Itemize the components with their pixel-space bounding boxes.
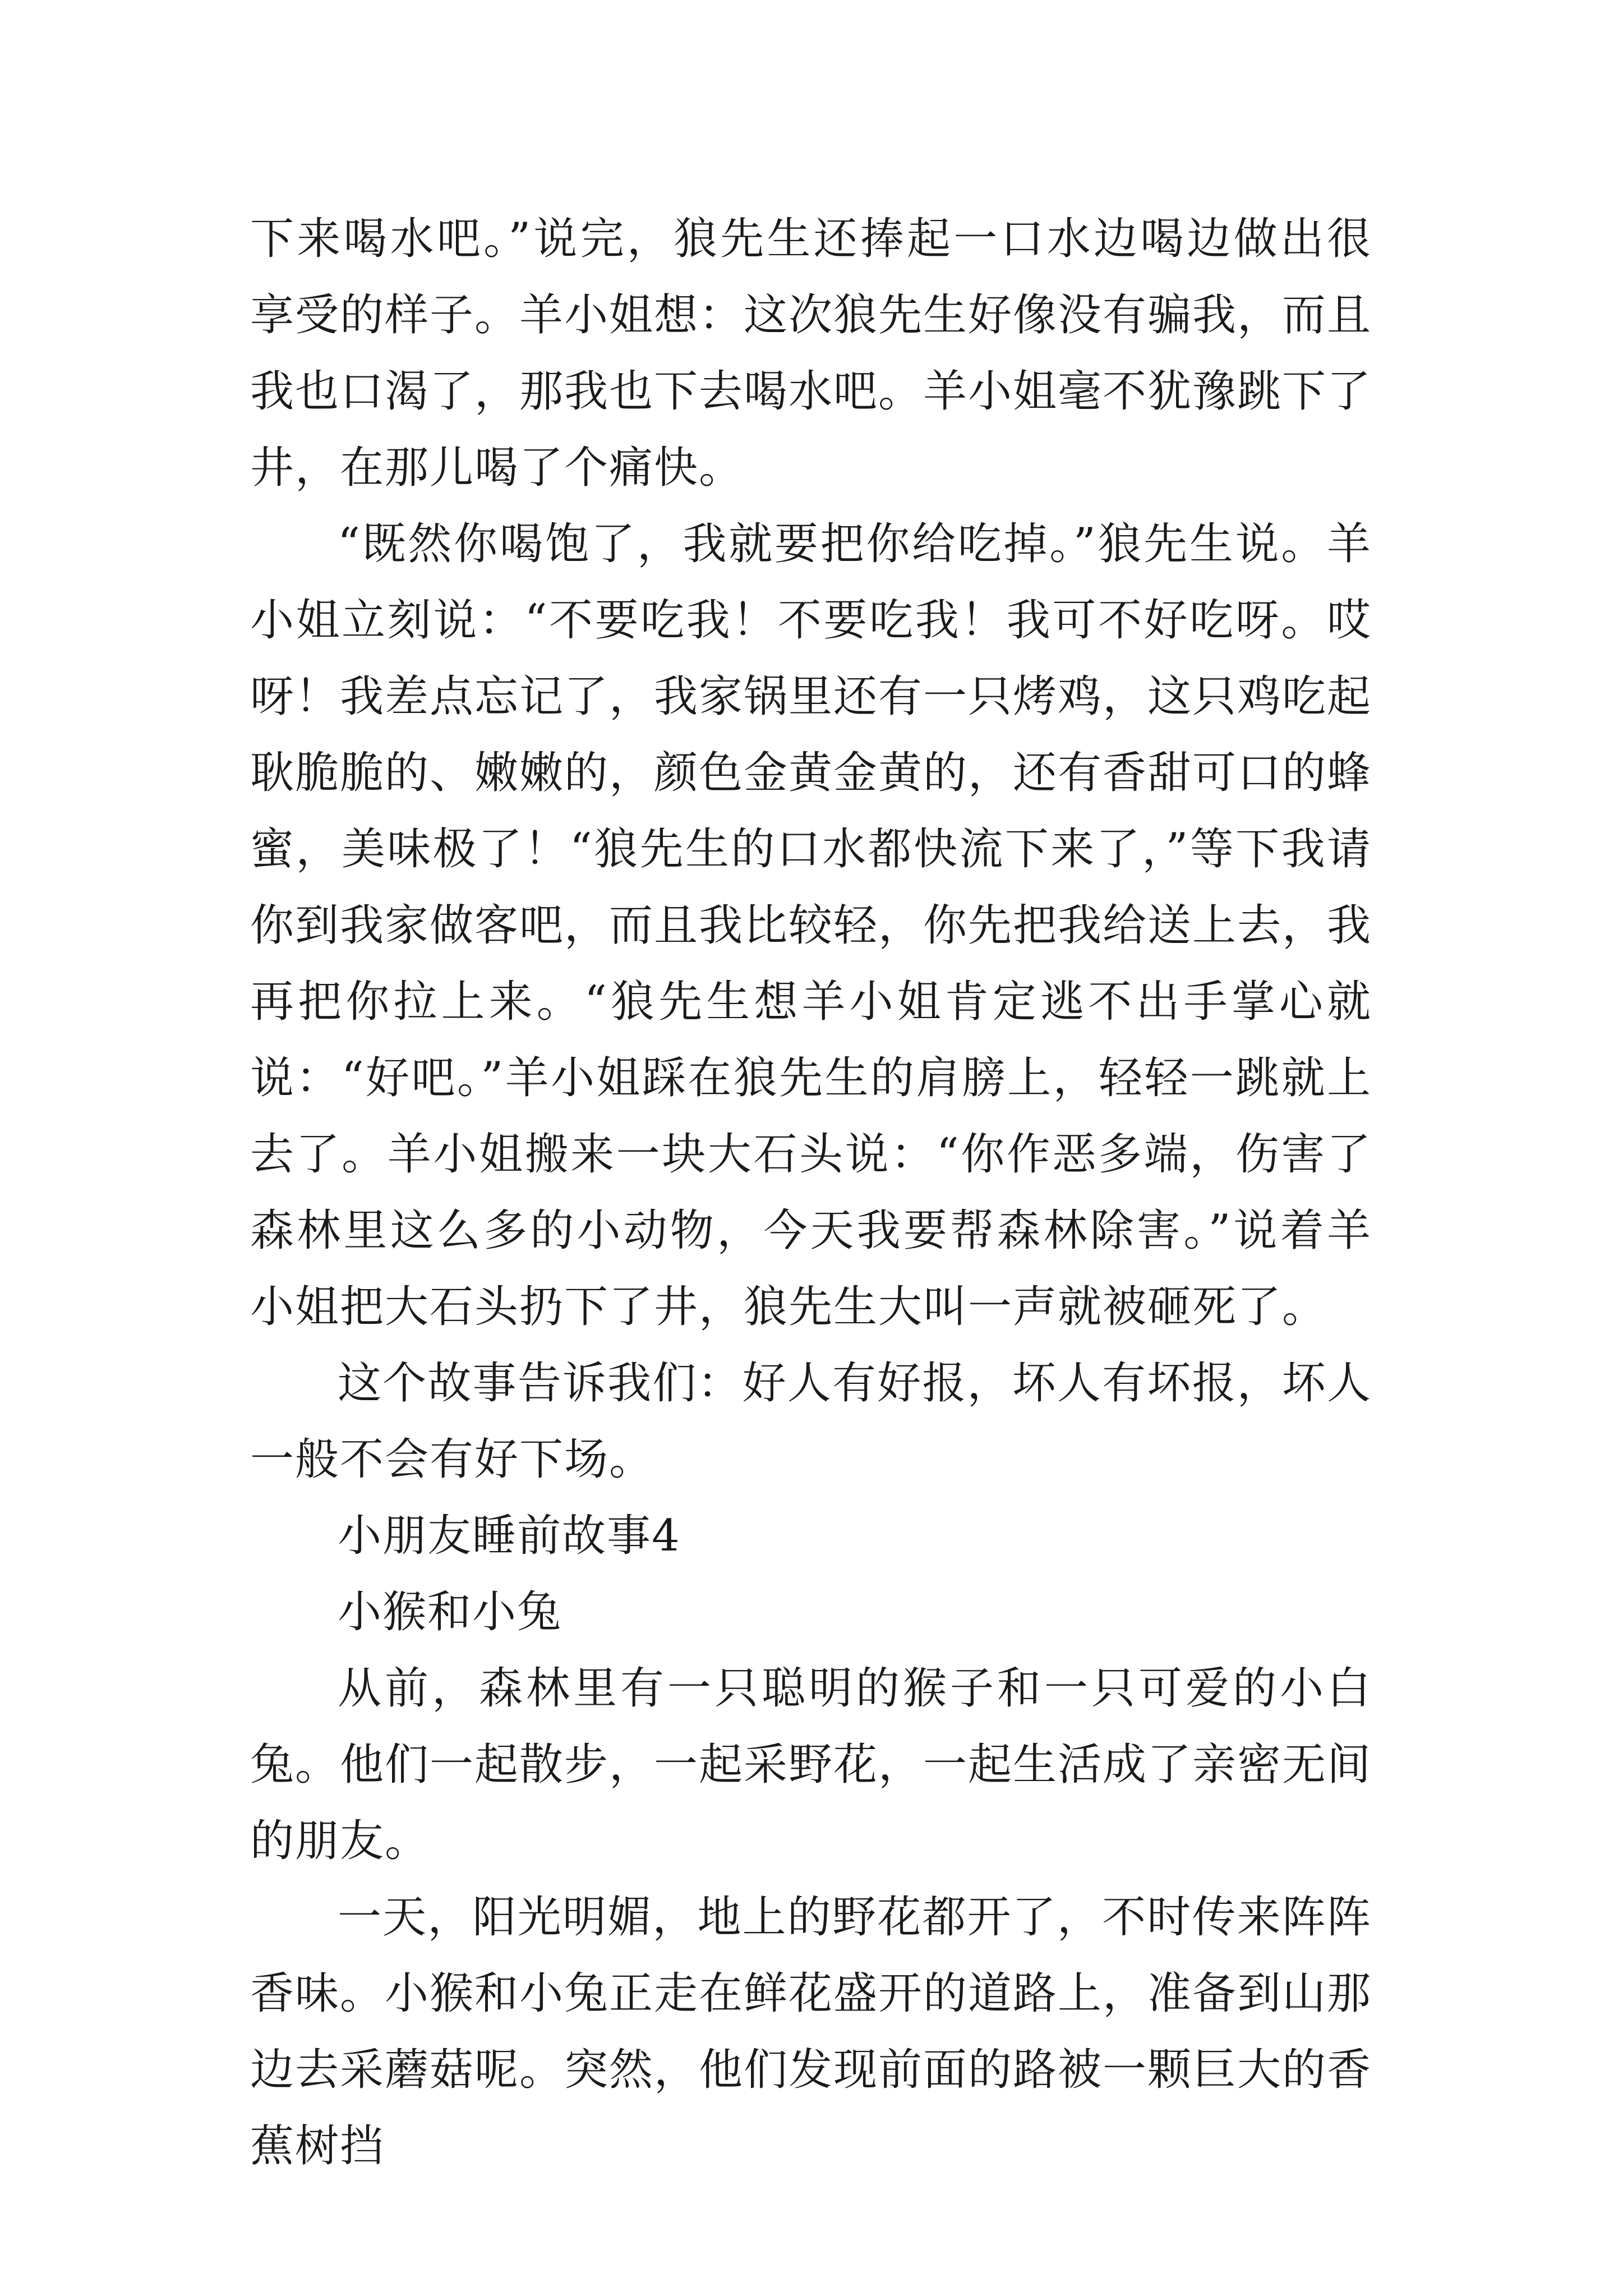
paragraph-5: 一天，阳光明媚，地上的野花都开了，不时传来阵阵香味。小猴和小兔正走在鲜花盛开的道路上，准备到山那边去采蘑菇呢。突然，他们发现前面的路被一颗巨大的香蕉树挡	[250, 1892, 1372, 2171]
story-title: 小猴和小兔	[338, 1587, 562, 1637]
paragraph-1: 下来喝水吧。”说完，狼先生还捧起一口水边喝边做出很享受的样子。羊小姐想：这次狼先生好像没有骗我，而且我也口渴了，那我也下去喝水吧。羊小姐毫不犹豫跳下了井，在那儿喝了个痛快。	[250, 214, 1372, 493]
story-text	[250, 201, 1372, 2184]
paragraph-2: “既然你喝饱了，我就要把你给吃掉。”狼先生说。羊小姐立刻说：“不要吃我！不要吃我！我可不好吃呀。哎呀！我差点忘记了，我家锅里还有一只烤鸡，这只鸡吃起耿脆脆的、嫩嫩的，颜色金黄金黄的，还有香甜可口的蜂蜜，美味极了！“狼先生的口水都快流下来了，”等下我请你到我家做客吧，而且我比较轻，你先把我给送上去，我再把你拉上来。“狼先生想羊小姐肯定逃不出手掌心就说：“好吧。”羊小姐踩在狼先生的肩膀上，轻轻一跳就上去了。羊小姐搬来一块大石头说：“你作恶多端，伤害了森林里这么多的小动物，今天我要帮森林除害。”说着羊小姐把大石头扔下了井，狼先生大叫一声就被砸死了。	[250, 519, 1372, 1332]
paragraph-4: 从前，森林里有一只聪明的猴子和一只可爱的小白兔。他们一起散步，一起采野花，一起生活成了亲密无间的朋友。	[250, 1663, 1372, 1866]
story-heading: 小朋友睡前故事4	[338, 1511, 681, 1561]
paragraph-3: 这个故事告诉我们：好人有好报，坏人有坏报，坏人一般不会有好下场。	[250, 1358, 1372, 1485]
